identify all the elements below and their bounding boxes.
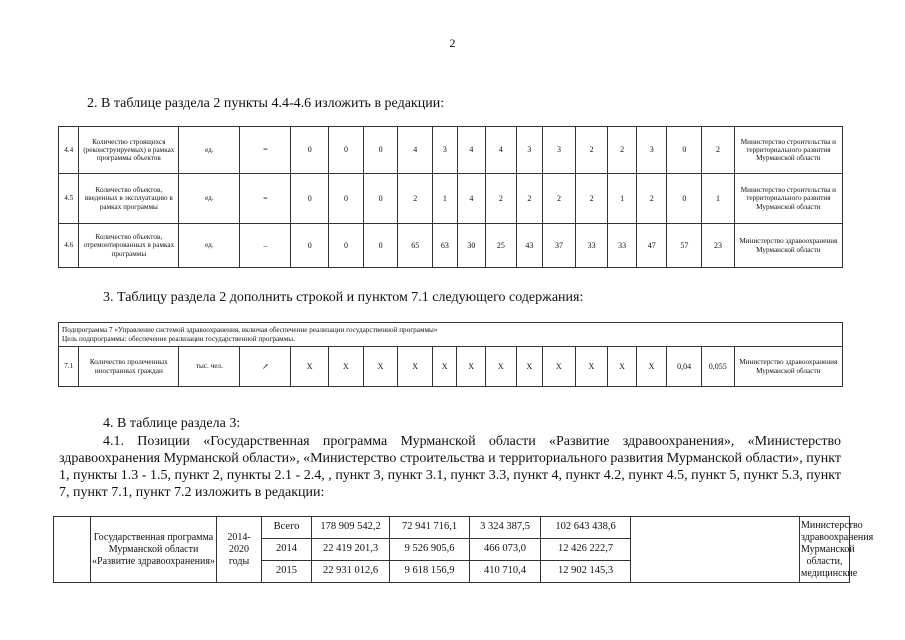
indicator-name: Количество строящихся (реконструируемых) в рамках программы объектов xyxy=(79,127,179,174)
value-cell: 37 xyxy=(543,224,576,268)
table-row xyxy=(59,127,843,174)
value-cell: 2 xyxy=(543,174,576,224)
table-row xyxy=(54,517,850,539)
value-cell: 0 xyxy=(291,174,329,224)
value-cell: X xyxy=(485,347,516,387)
value-cell: 0 xyxy=(329,127,364,174)
value-cell: X xyxy=(636,347,667,387)
value-cell: 47 xyxy=(636,224,667,268)
section-heading-3: 4. В таблице раздела 3: xyxy=(103,416,241,431)
value-cell: X xyxy=(457,347,486,387)
row-number: 4.5 xyxy=(59,174,79,224)
value-cell: 0 xyxy=(667,127,702,174)
row-number: 4.4 xyxy=(59,127,79,174)
indicators-table xyxy=(58,126,843,268)
section-heading-1: 2. В таблице раздела 2 пункты 4.4-4.6 изложить в редакции: xyxy=(87,96,445,111)
amount-cell: 466 073,0 xyxy=(470,539,541,561)
blank-cell xyxy=(631,517,800,583)
responsible-executor: Министерство здравоохранения Мурманской области xyxy=(734,347,842,387)
program-period: 2014-2020 годы xyxy=(217,517,262,583)
body-paragraph: 4.1. Позиции «Государственная программа Мурманской области «Развитие здравоохранения», «Министерство здравоохранения Мурманской области», «Министерство строительства и территориального развития Мурманской области», пункт 1, пункты 1.3 - 1.5, пункт 2, пункты 2.1 - 2.4, , пункт 3, пункт 3.1, пункт 3.3, пункт 4, пункт 4.2, пункт 4.5, пункт 5, пункт 5.3, пункт 7, пункт 7.1, пункт 7.2 изложить в редакции: xyxy=(59,434,841,500)
row-number: 7.1 xyxy=(59,347,79,387)
value-cell: 2 xyxy=(486,174,517,224)
value-cell: 63 xyxy=(433,224,457,268)
value-cell: X xyxy=(432,347,456,387)
value-cell: 4 xyxy=(457,127,486,174)
year-label: Всего xyxy=(262,517,312,539)
value-cell: X xyxy=(329,347,364,387)
value-cell: 33 xyxy=(608,224,637,268)
value-cell: X xyxy=(291,347,329,387)
table-row xyxy=(59,224,843,268)
value-cell: 1 xyxy=(608,174,637,224)
indicator-name: Количество пролеченных иностранных граждан xyxy=(79,347,179,387)
amount-cell: 9 618 156,9 xyxy=(390,561,470,583)
indicator-name: Количество объектов, введенных в эксплуатацию в рамках программы xyxy=(79,174,179,224)
unit: ед. xyxy=(179,224,240,268)
responsible-executor: Министерство здравоохранения Мурманской области xyxy=(734,224,842,268)
value-cell: 3 xyxy=(636,127,667,174)
value-cell: 43 xyxy=(516,224,543,268)
value-cell: X xyxy=(516,347,543,387)
subprogram-table xyxy=(58,322,843,387)
value-cell: X xyxy=(398,347,433,387)
responsible-executor: Министерство строительства и территориального развития Мурманской области xyxy=(734,127,842,174)
year-label: 2015 xyxy=(262,561,312,583)
value-cell: 1 xyxy=(702,174,735,224)
amount-cell: 12 426 222,7 xyxy=(541,539,631,561)
value-cell: 33 xyxy=(575,224,608,268)
value-cell: 0 xyxy=(329,224,364,268)
amount-cell: 9 526 905,6 xyxy=(390,539,470,561)
amount-cell: 410 710,4 xyxy=(470,561,541,583)
year-label: 2014 xyxy=(262,539,312,561)
value-cell: 4 xyxy=(457,174,486,224)
trend-sign: – xyxy=(240,224,291,268)
amount-cell: 102 643 438,6 xyxy=(541,517,631,539)
trend-sign: ↗ xyxy=(240,347,291,387)
page-number: 2 xyxy=(449,36,456,50)
value-cell: 2 xyxy=(516,174,543,224)
value-cell: 23 xyxy=(702,224,735,268)
blank-cell xyxy=(54,517,91,583)
value-cell: 0 xyxy=(363,224,398,268)
value-cell: 65 xyxy=(398,224,433,268)
amount-cell: 22 419 201,3 xyxy=(312,539,390,561)
value-cell: 2 xyxy=(636,174,667,224)
unit: ед. xyxy=(179,127,240,174)
value-cell: 2 xyxy=(398,174,433,224)
amount-cell: 12 902 145,3 xyxy=(541,561,631,583)
value-cell: 3 xyxy=(516,127,543,174)
subprogram-goal: Цель подпрограммы: обеспечение реализации государственной программы. xyxy=(62,334,295,343)
value-cell: 0,04 xyxy=(667,347,702,387)
value-cell: X xyxy=(575,347,608,387)
value-cell: 2 xyxy=(575,127,608,174)
value-cell: X xyxy=(363,347,398,387)
value-cell: 0 xyxy=(291,224,329,268)
section-heading-2: 3. Таблицу раздела 2 дополнить строкой и пунктом 7.1 следующего содержания: xyxy=(103,290,584,305)
value-cell: 0 xyxy=(329,174,364,224)
subprogram-title-cell xyxy=(59,323,843,347)
value-cell: X xyxy=(608,347,637,387)
amount-cell: 72 941 716,1 xyxy=(390,517,470,539)
value-cell: 2 xyxy=(702,127,735,174)
trend-sign: = xyxy=(240,174,291,224)
subprogram-title: Подпрограмма 7 «Управление системой здравоохранения, включая обеспечение реализации государственной программы» xyxy=(62,326,438,335)
value-cell: 0 xyxy=(363,127,398,174)
value-cell: 57 xyxy=(667,224,702,268)
value-cell: 3 xyxy=(543,127,576,174)
unit: ед. xyxy=(179,174,240,224)
value-cell: 0 xyxy=(363,174,398,224)
value-cell: 4 xyxy=(398,127,433,174)
responsible-executor: Министерство строительства и территориального развития Мурманской области xyxy=(734,174,842,224)
value-cell: 0 xyxy=(291,127,329,174)
trend-sign: = xyxy=(240,127,291,174)
value-cell: 1 xyxy=(433,174,457,224)
table-row xyxy=(59,347,843,387)
value-cell: 4 xyxy=(486,127,517,174)
row-number: 4.6 xyxy=(59,224,79,268)
value-cell: 2 xyxy=(575,174,608,224)
financing-table xyxy=(53,516,874,583)
value-cell: 2 xyxy=(608,127,637,174)
value-cell: 3 xyxy=(433,127,457,174)
amount-cell: 22 931 012,6 xyxy=(312,561,390,583)
value-cell: 0 xyxy=(667,174,702,224)
unit: тыс. чел. xyxy=(179,347,240,387)
value-cell: X xyxy=(543,347,576,387)
program-name: Государственная программа Мурманской области «Развитие здравоохранения» xyxy=(91,517,217,583)
amount-cell: 3 324 387,5 xyxy=(470,517,541,539)
responsible-executor: Министерство здравоохранения Мурманской области, медицинские xyxy=(800,517,850,583)
table-row xyxy=(59,174,843,224)
amount-cell: 178 909 542,2 xyxy=(312,517,390,539)
value-cell: 25 xyxy=(486,224,517,268)
value-cell: 30 xyxy=(457,224,486,268)
value-cell: 0,055 xyxy=(701,347,734,387)
indicator-name: Количество объектов, отремонтированных в рамках программы xyxy=(79,224,179,268)
